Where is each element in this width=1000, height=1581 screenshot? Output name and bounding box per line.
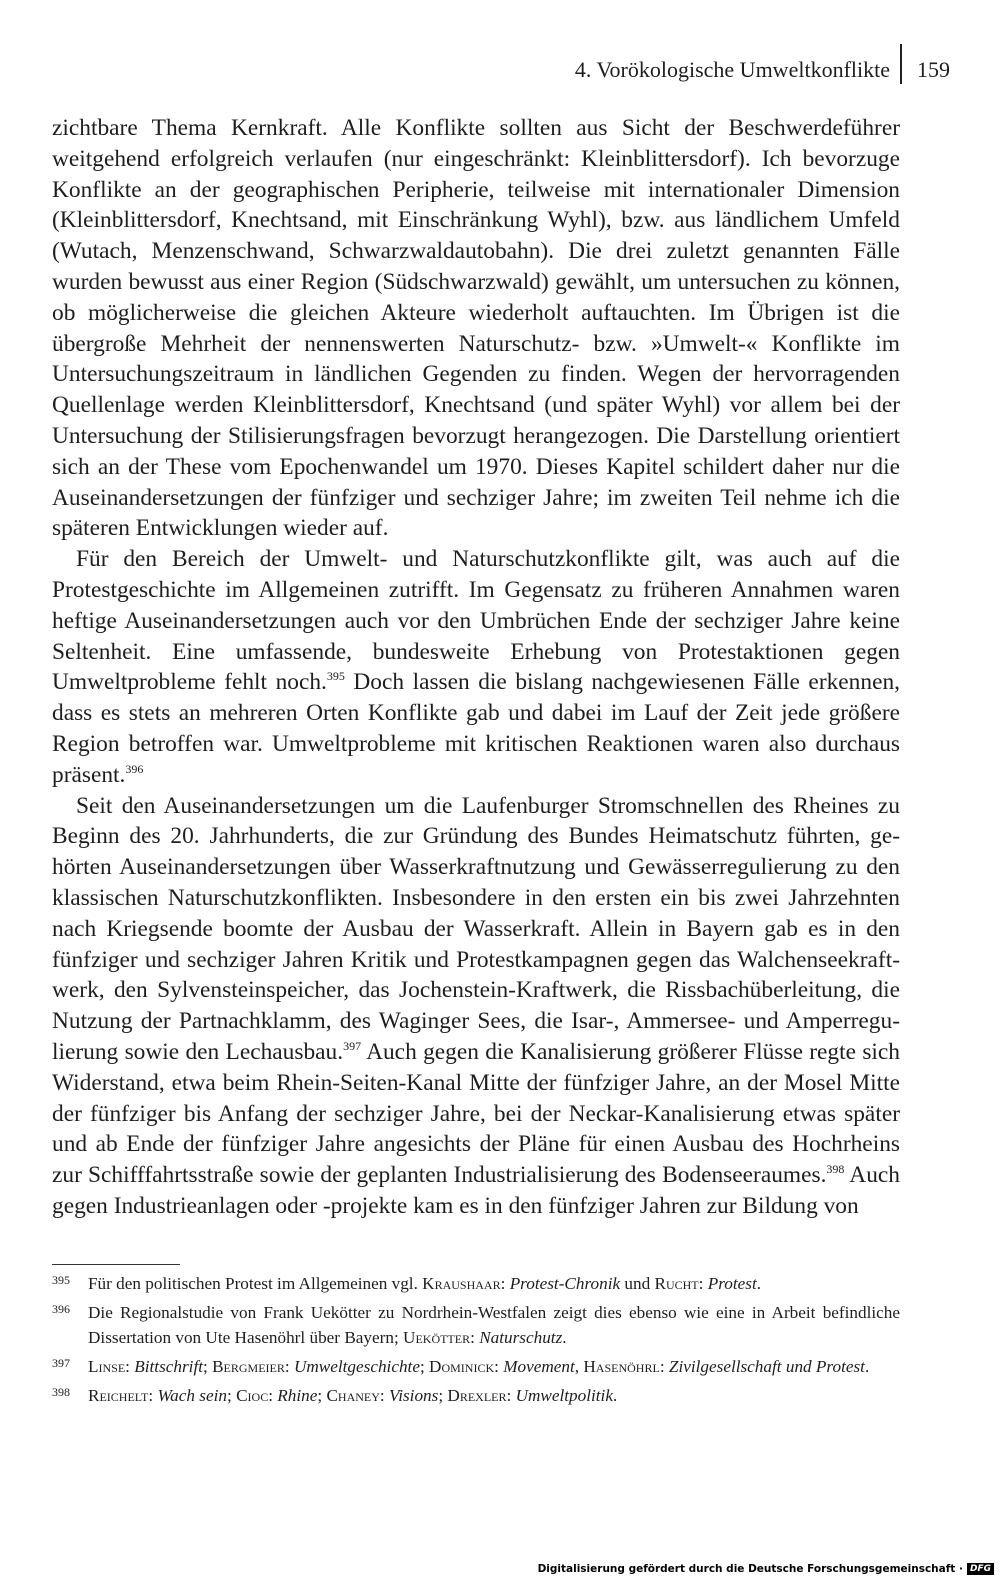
citation-title: Wach sein bbox=[157, 1386, 227, 1405]
paragraph-1: zichtbare Thema Kernkraft. Alle Konflikte sollten aus Sicht der Beschwerdeführer weitgehend erfolgreich verlaufen (nur eingeschränkt: Kleinblittersdorf). Ich bevorzuge Konflikte an der geographischen Peripherie, teilweise mit internationaler Dimension (Kleinblittersdorf, Knechtsand, mit Einschränkung Wyhl), bzw. aus ländlichem Umfeld (Wutach, Menzenschwand, Schwarzwaldautobahn). Die drei zuletzt genannten Fälle wurden bewusst aus einer Region (Südschwarzwald) gewählt, um untersuchen zu können, ob möglicherweise die gleichen Akteure wiederholt auftauchten. Im Übrigen ist die übergroße Mehrheit der nennenswerten Naturschutz- bzw. »Umwelt-« Konflikte im Untersuchungszeitraum in ländlichen Gegenden zu finden. Wegen der hervorragenden Quellenlage werden Kleinblittersdorf, Knechtsand (und später Wyhl) vor allem bei der Untersuchung der Stilisierungsfragen bevorzugt herangezogen. Die Darstellung orientiert sich an der These vom Epochenwandel um 1970. Dieses Kapitel schildert daher nur die Auseinandersetzungen der fünfziger und sechziger Jahre; im zweiten Teil nehme ich die späteren Entwicklungen wieder auf. bbox=[52, 115, 900, 542]
footnotes bbox=[52, 1271, 900, 1412]
paragraph-2-text-b: Doch lassen die bislang nachgewiesenen Fälle erkennen, dass es stets an mehreren Orten Konflikte gab und dabei im Lauf der Zeit jede größere Region betroffen war. Umweltprobleme mit kritischen Reaktionen waren also durchaus präsent. bbox=[52, 669, 900, 788]
credit-text: Digitalisierung gefördert durch die Deutsche Forschungsgemeinschaft · bbox=[537, 1563, 963, 1575]
paragraph-3 bbox=[52, 791, 900, 1222]
dfg-logo: DFG bbox=[967, 1563, 994, 1575]
footnote-text bbox=[88, 1274, 761, 1293]
footnote-ref-397[interactable]: 397 bbox=[343, 1039, 362, 1054]
footnote-ref-396[interactable]: 396 bbox=[125, 761, 144, 776]
footnote-fragment: ; bbox=[419, 1357, 430, 1376]
running-header bbox=[540, 52, 950, 88]
footnote-rule bbox=[52, 1264, 180, 1265]
footnote-fragment: : bbox=[268, 1386, 278, 1405]
page-number: 159 bbox=[917, 57, 950, 82]
footnote-ref-395[interactable]: 395 bbox=[326, 669, 345, 684]
footnote-fragment: ; bbox=[203, 1357, 213, 1376]
footnote-text bbox=[88, 1386, 617, 1405]
footnote-fragment: : bbox=[659, 1357, 669, 1376]
footnote-number: 396 bbox=[52, 1302, 70, 1316]
author-name: Uekötter bbox=[403, 1328, 471, 1347]
author-name: Drexler bbox=[447, 1386, 507, 1405]
citation-title: Rhine bbox=[277, 1386, 318, 1405]
footnote-fragment: : bbox=[125, 1357, 135, 1376]
author-name: Cioc bbox=[236, 1386, 269, 1405]
footnote-fragment: ; bbox=[317, 1386, 327, 1405]
footnote-fragment: ; bbox=[438, 1386, 448, 1405]
footnote-fragment: Die Regionalstudie von Frank Uekötter zu Nordrhein-Westfalen zeigt dies ebenso wie eine in Arbeit befindliche Dissertation von Ute Hasenöhrl über Bayern; bbox=[88, 1303, 900, 1347]
paragraph-2-text-a: Für den Bereich der Umwelt- und Naturschutzkonflikte gilt, was auch auf die Protestgeschichte im Allgemeinen zutrifft. Im Gegensatz zu früheren Annahmen waren heftige Auseinandersetzungen auch vor den Umbrüchen Ende der sechziger Jahre keine Seltenheit. Eine umfassende, bundesweite Erhebung von Protestaktionen gegen Umweltprobleme fehlt noch. bbox=[52, 546, 900, 696]
footnote-fragment: : bbox=[500, 1274, 510, 1293]
footnote-number: 398 bbox=[52, 1385, 70, 1399]
citation-title: Umweltgeschichte bbox=[293, 1357, 420, 1376]
footnote-fragment: . bbox=[756, 1274, 762, 1293]
footnote-fragment: : bbox=[148, 1386, 158, 1405]
footnote-fragment: : bbox=[698, 1274, 708, 1293]
author-name: Dominick bbox=[429, 1357, 495, 1376]
footnote-397 bbox=[52, 1354, 900, 1379]
citation-title: Zivilgesellschaft und Protest bbox=[668, 1357, 865, 1376]
citation-title: Naturschutz bbox=[479, 1328, 563, 1347]
author-name: Hasenöhrl bbox=[583, 1357, 660, 1376]
footnote-fragment: : bbox=[494, 1357, 504, 1376]
footnote-fragment: und bbox=[620, 1274, 655, 1293]
footnote-fragment: , bbox=[574, 1357, 584, 1376]
footnote-398 bbox=[52, 1383, 900, 1408]
footnote-fragment: . bbox=[612, 1386, 618, 1405]
author-name: Linse bbox=[88, 1357, 126, 1376]
footnote-ref-398[interactable]: 398 bbox=[826, 1162, 845, 1177]
footnote-text bbox=[88, 1357, 869, 1376]
citation-title: Bittschrift bbox=[134, 1357, 203, 1376]
citation-title: Visions bbox=[389, 1386, 439, 1405]
footnote-fragment: . bbox=[562, 1328, 567, 1347]
footnote-number: 395 bbox=[52, 1273, 70, 1287]
citation-title: Protest bbox=[707, 1274, 757, 1293]
footnote-fragment: Für den politischen Protest im Allgemeinen vgl. bbox=[88, 1274, 423, 1293]
footnote-fragment: : bbox=[506, 1386, 516, 1405]
citation-title: Movement bbox=[503, 1357, 575, 1376]
digitization-credit bbox=[538, 1561, 994, 1577]
paragraph-3-text-b: Auch gegen die Kanalisierung größerer Flüsse regte sich Widerstand, etwa beim Rhein-Seiten-Kanal Mitte der fünfziger Jahre, an der Mosel Mitte der fünfziger bis Anfang der sechziger Jahre, bei der Neckar-Kanalisierung etwas später und ab Ende der fünfziger Jahre angesichts der Pläne für einen Ausbau des Hochrheins zur Schifffahrtsstraße sowie der geplanten Industrialisierung des Bodenseeraumes. bbox=[52, 1038, 900, 1189]
chapter-title: 4. Vorökologische Umweltkonflikte bbox=[574, 57, 890, 82]
footnote-396 bbox=[52, 1300, 900, 1350]
paragraph-2 bbox=[52, 544, 900, 790]
footnote-395 bbox=[52, 1271, 900, 1296]
footnote-fragment: : bbox=[284, 1357, 294, 1376]
paragraph-3-text-a: Seit den Auseinandersetzungen um die Laufenburger Stromschnellen des Rheines zu Beginn des 20. Jahrhunderts, die zur Gründung des Bundes Heimatschutz führten, gehörten Auseinandersetzungen über Wasserkraftnutzung und Gewässerregulierung zu den klassischen Naturschutzkonflikten. Insbesondere in den ersten ein bis zwei Jahrzehnten nach Kriegsende boomte der Ausbau der Wasserkraft. Allein in Bayern gab es in den fünfziger und sechziger Jahren Kritik und Protestkampagnen gegen das Walchenseekraftwerk, den Sylvensteinspeicher, das Jochenstein-Kraftwerk, die Rissbachüberleitung, die Nutzung der Partnachklamm, des Waginger Sees, die Isar-, Ammersee- und Amperregulierung sowie den Lechausbau. bbox=[52, 792, 900, 1065]
citation-title: Protest-Chronik bbox=[509, 1274, 621, 1293]
footnote-fragment: . bbox=[864, 1357, 870, 1376]
footnote-text bbox=[88, 1303, 900, 1347]
author-name: Chaney bbox=[326, 1386, 380, 1405]
author-name: Rucht bbox=[654, 1274, 699, 1293]
footnote-fragment: : bbox=[470, 1328, 480, 1347]
header-divider bbox=[900, 44, 902, 84]
author-name: Kraushaar bbox=[422, 1274, 501, 1293]
paragraph-3-text-c: Auch gegen Industrieanlagen oder -projekte kam es in den fünfziger Jahren zur Bildung von bbox=[52, 1162, 900, 1219]
citation-title: Umweltpolitik bbox=[515, 1386, 613, 1405]
author-name: Reichelt bbox=[88, 1386, 149, 1405]
footnote-number: 397 bbox=[52, 1356, 70, 1370]
footnote-fragment: ; bbox=[226, 1386, 237, 1405]
main-text bbox=[52, 113, 900, 1222]
footnote-fragment: : bbox=[379, 1386, 389, 1405]
author-name: Bergmeier bbox=[212, 1357, 285, 1376]
